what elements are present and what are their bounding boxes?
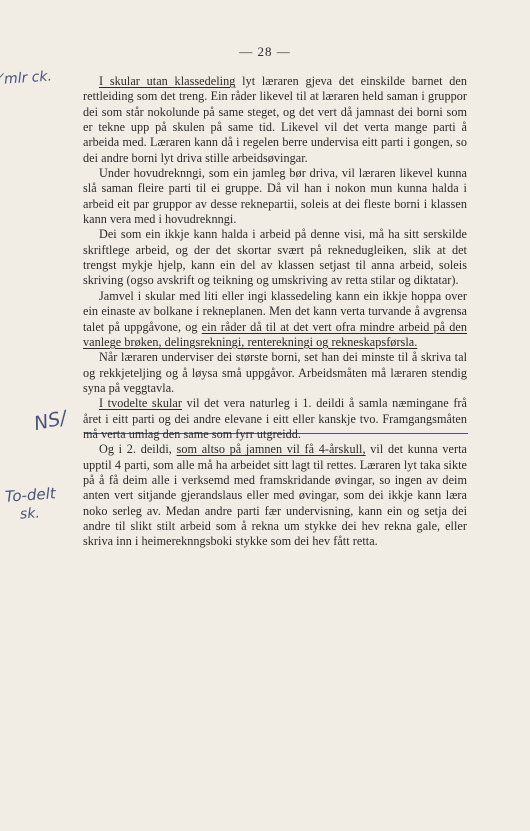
text-column bbox=[83, 74, 467, 550]
paragraph-7-text: Og i 2. deildi, bbox=[99, 442, 177, 457]
paragraph-1 bbox=[83, 74, 467, 166]
paragraph-6-text: vil det vera naturleg i 1. deildi å samla næmingane frå året i eitt parti og dei andre elevane i eitt eller kanskje tvo. Framgangsmåten må verta umlag den same som fyrr utgreidd. bbox=[83, 396, 468, 441]
paragraph-7-tail: vil det kunna verta upptil 4 parti, som alle må ha arbeidet sitt lagt til rettes. Læraren lyt taka sikte på å få deim alle i verksemd med framskridande øvingar, so ingen av deim anten vert sitjande gjerandslaus eller med øvingar, som dei ikkje kann læra noko serleg av. Medan andre parti fær undervisning, kann ein og setja dei andre til slikt stilt arbeid som å rekna um stykke dei hev rekna gale, eller skriva inn i heimereknngsboki stykke som dei hev fått retta. bbox=[83, 442, 468, 549]
paragraph-3-text: Dei som ein ikkje kann halda i arbeid på denne visi, må ha sitt serskilde skriftlege arbeid, og der det skortar svært på reknedugleiken, slik at det trengst mykje hjelp, kann ein del av klassen setjast til anna arbeid, soleis skriving (ogso avskrift og teikning og umskriving av retta stilar og diktatar). bbox=[83, 227, 467, 288]
paragraph-7 bbox=[83, 442, 467, 549]
paragraph-3 bbox=[83, 227, 467, 288]
paragraph-6 bbox=[83, 396, 467, 442]
paragraph-5 bbox=[83, 350, 467, 396]
paragraph-4-text: Jamvel i skular med liti eller ingi klassedeling kann ein ikkje hoppa over ein einaste av bolkane i rekneplanen. Men det kann verta turvande å avgrensa talet på uppgåvone, og bbox=[83, 288, 467, 334]
page-number: — 28 — bbox=[239, 44, 291, 59]
paragraph-4-underlined: ein råder då til at det vert ofra mindre arbeid på den vanlege brøken, delingsrekningi, renterekningi og rekneskapsførsla. bbox=[83, 319, 467, 349]
paragraph-2-text: Under hovudreknngi, som ein jamleg bør driva, vil læraren likevel kunna slå saman fleire parti til ei gruppe. Då vil han i nokon mun kunna halda i arbeid eit par gruppor av desse reknepartii, soleis at dei fleste borni i klassen kann vera med i hovudreknngi. bbox=[83, 166, 467, 227]
paragraph-1-lead: I skular utan klassedeling bbox=[99, 74, 236, 88]
margin-note-1: ̸mlr ck. bbox=[3, 68, 53, 88]
paragraph-5-text: Når læraren underviser dei største borni, set han dei minste til å skriva tal og rekkjeteljing og å løysa små uppgåvor. Arbeidsmåten må læraren stendig syna på veggtavla. bbox=[83, 350, 467, 395]
margin-note-2: NS/ bbox=[32, 406, 69, 436]
paragraph-7-underlined: som altso på jamnen vil få 4-årskull, bbox=[176, 442, 366, 457]
margin-note-3: To-delt bbox=[4, 484, 57, 506]
paragraph-4 bbox=[83, 289, 467, 350]
paragraph-2 bbox=[83, 166, 467, 227]
margin-note-4: sk. bbox=[19, 505, 41, 523]
paragraph-6-lead: I tvodelte skular bbox=[99, 396, 182, 411]
paragraph-1-text: lyt læraren gjeva det einskilde barnet den rettleiding som det treng. Ein råder likevel til at læraren held saman i gruppor dei som står nokolunde på same steget, og det vert då jamnast dei borni som er tekne upp på skulen på same tid. Likevel vil det verta mange parti å arbeida med. Læraren kann då i regelen berre undervisa eitt parti i gongen, so dei andre borni lyt driva stille arbeidsøvingar. bbox=[83, 74, 468, 165]
